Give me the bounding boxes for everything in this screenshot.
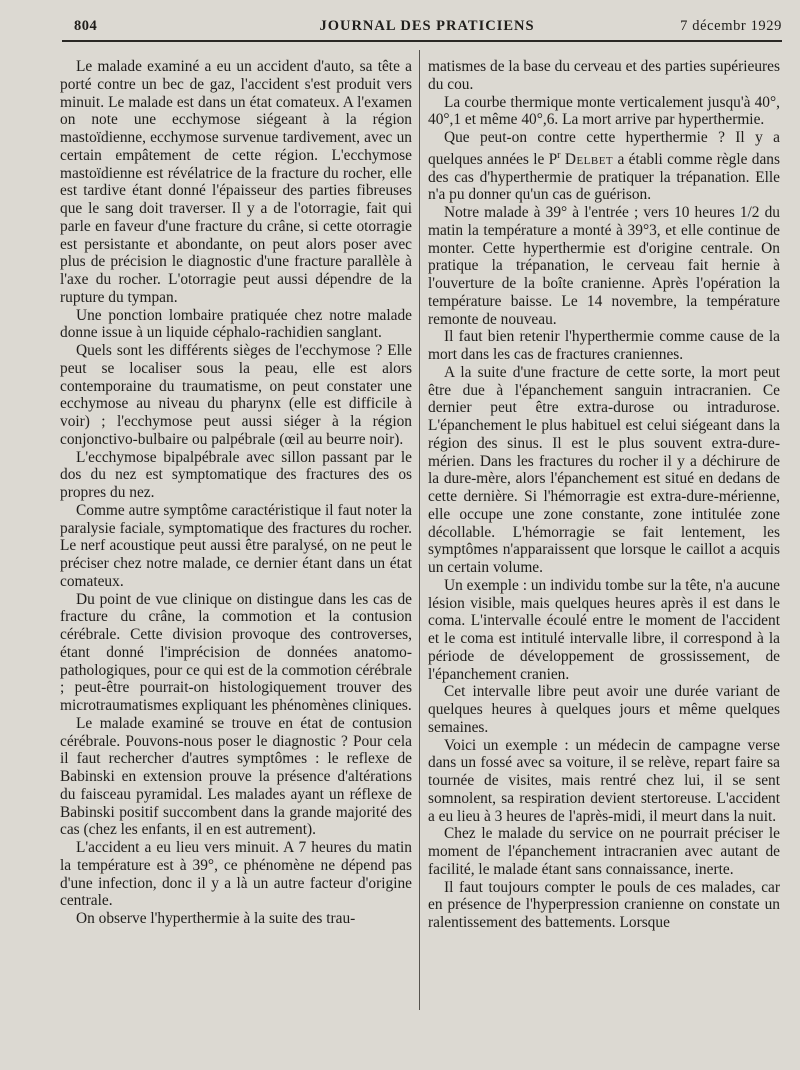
paragraph: Notre malade à 39° à l'entrée ; vers 10 heures 1/2 du matin la température a monté à 39°3, et elle continue de monter. Cette hyperthermie est d'origine centrale. On pratique la trépanation, le cerveau fait hernie à l'ouverture de la boîte cranienne. Après l'opération la température baisse. Le 14 novembre, la température remonte de nouveau. [428,204,780,328]
paragraph: On observe l'hyperthermie à la suite des trau- [76,910,356,927]
author-name: Delbet [564,150,614,168]
title-abbrev: r [557,149,561,161]
paragraph: matismes de la base du cerveau et des parties supérieures du cou. [428,58,780,93]
left-column [60,58,412,928]
paragraph: L'accident a eu lieu vers minuit. A 7 heures du matin la température est à 39°, ce phénomène ne dépend pas d'une infection, donc il y a là un autre facteur d'origine centrale. [60,839,412,910]
paragraph: Quels sont les différents sièges de l'ecchymose ? Elle peut se localiser sous la peau, elle est alors contemporaine du traumatisme, on peut constater une ecchymose au niveau du pharynx (elle est difficile à voir) ; l'ecchymose peut aussi siéger à la région conjonctivo-bulbaire ou palpébrale (œil au beurre noir). [60,342,412,448]
paragraph: Un exemple : un individu tombe sur la tête, n'a aucune lésion visible, mais quelques heures après il est dans le coma. L'intervalle écoulé entre le moment de l'accident et le coma est intitulé intervalle libre, il correspond à la période de développement de grossissement, de l'épanchement cranien. [428,576,780,683]
header-rule [62,40,782,42]
paragraph: A la suite d'une fracture de cette sorte, la mort peut être due à l'épanchement sanguin intracranien. Ce dernier peut être extra-durose ou intradurose. L'épanchement le plus habituel est celui siégeant dans la région des sinus. Il est le plus souvent extra-dure-mérien. Dans les fractures du rocher il y a déchirure de la dure-mère, alors l'épanchement est situé en dedans de cette dernière. Si l'hémorragie est extra-dure-mérienne, elle occupe une zone constante, zone intitulée zone décollable. L'hémorragie se fait lentement, les symptômes n'apparaissent que lorsque le caillot a acquis un certain volume. [428,363,780,577]
paragraph: Du point de vue clinique on distingue dans les cas de fracture du crâne, la commotion et la contusion cérébrale. Cette division provoque des controverses, étant donné l'imprécision de données anatomo-pathologiques, pour ce qui est de la commotion cérébrale ; peut-être pourrait-on histologiquement trouver des microtraumatismes expliquant les phénomènes cliniques. [60,590,412,714]
paragraph: Il faut bien retenir l'hyperthermie comme cause de la mort dans les cas de fractures craniennes. [428,328,780,364]
column-divider [419,50,420,1010]
paragraph: Chez le malade du service on ne pourrait préciser le moment de l'épanchement intracranien avec autant de facilité, le malade étant sans connaissance, inerte. [428,825,780,878]
right-column [428,58,780,932]
paragraph: Il faut toujours compter le pouls de ces malades, car en présence de l'hyperpression cranienne on constate un ralentissement des battements. Lorsque [428,878,780,932]
text-run: a établi comme règle dans des cas d'hyperthermie de pratiquer la trépanation. Elle n'a pu donner qu'un cas de guérison. [428,150,780,204]
journal-title: JOURNAL DES PRATICIENS [319,18,535,34]
paragraph: L'ecchymose bipalpébrale avec sillon passant par le dos du nez est symptomatique des fractures des os propres du nez. [60,448,412,501]
paragraph: Comme autre symptôme caractéristique il faut noter la paralysie faciale, symptomatique des fractures du rocher. Le nerf acoustique peut aussi être paralysé, on ne peut le préciser chez notre malade, ce dernier étant dans un état comateux. [60,501,412,590]
paragraph: Une ponction lombaire pratiquée chez notre malade donne issue à un liquide céphalo-rachidien sanglant. [60,306,412,342]
paragraph: Le malade examiné se trouve en état de contusion cérébrale. Pouvons-nous poser le diagnostic ? Pour cela il faut rechercher d'autres symptômes : le reflexe de Babinski en extension prouve la présence d'altérations du faisceau pyramidal. Les malades ayant un réflexe de Babinski positif succombent dans la grande majorité des cas (chez les enfants, il en est autrement). [60,714,412,839]
issue-date: 7 décembr 1929 [680,18,782,34]
running-header [72,18,782,40]
paragraph: Voici un exemple : un médecin de campagne verse dans un fossé avec sa voiture, il se relève, repart faire sa tournée de visites, mais rentré chez lui, il se sent somnolent, sa respiration devient stertoreuse. L'accident a eu lieu à 3 heures de l'après-midi, il meurt dans la nuit. [428,736,780,825]
paragraph [428,129,780,204]
text-run: Que peut-on contre cette hyperthermie ? Il y a quelques années le P [428,129,780,168]
paragraph: Le malade examiné a eu un accident d'auto, sa tête a porté contre un bec de gaz, l'accident s'est produit vers minuit. Le malade est dans un état comateux. A l'examen on note une ecchymose siégeant à la région mastoïdienne, ecchymose survenue tardivement, avec un certain empâtement de cette région. L'ecchymose mastoïdienne est révélatrice de la fracture du rocher, elle est tardive étant donné l'épaisseur des parties fibreuses que le sang doit traverser. Il y a de l'otorragie, fait qui parle en faveur d'une fracture du crâne, si cette otorragie est persistante et abondante, on peut alors poser avec plus de précision le diagnostic d'une fracture parallèle à l'axe du rocher. L'otorragie peut aussi dépendre de la rupture du tympan. [60,58,412,306]
page-number: 804 [74,18,98,34]
paragraph: La courbe thermique monte verticalement jusqu'à 40°, 40°,1 et même 40°,6. La mort arrive par hyperthermie. [428,93,780,129]
paragraph: Cet intervalle libre peut avoir une durée variant de quelques heures à quelques jours et même quelques semaines. [428,683,780,736]
